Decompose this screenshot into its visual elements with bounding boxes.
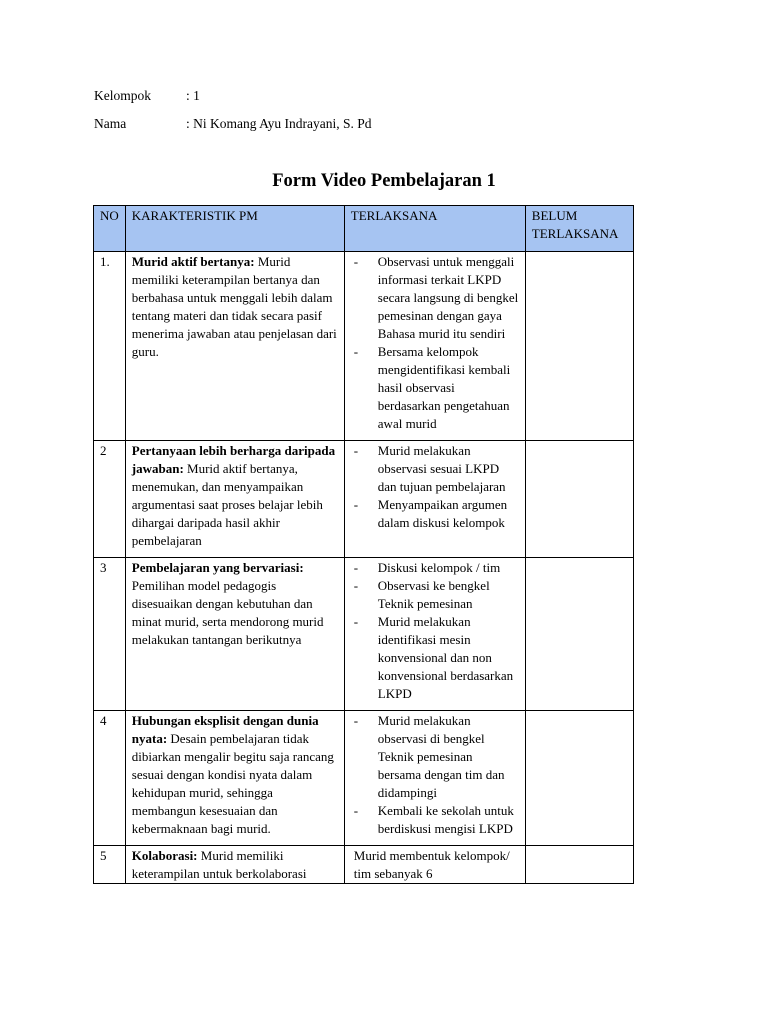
kelompok-value: : 1 (186, 88, 200, 103)
karakteristik-title: Hubungan eksplisit dengan dunia nyata: (131, 713, 319, 746)
header-terlaksana: TERLAKSANA (344, 206, 525, 252)
list-item: - Diskusi kelompok / tim (351, 559, 519, 577)
nama-label: Nama (94, 116, 127, 131)
terlaksana-cell (344, 846, 525, 884)
header-belum-terlaksana: BELUM TERLAKSANA (525, 206, 633, 252)
terlaksana-cell (344, 252, 525, 441)
list-item: - Kembali ke sekolah untuk berdiskusi mengisi LKPD (351, 802, 519, 838)
list-item: - Murid melakukan observasi sesuai LKPD dan tujuan pembelajaran (351, 442, 519, 496)
nama-value: : Ni Komang Ayu Indrayani, S. Pd (186, 116, 372, 131)
belum-terlaksana-cell (525, 846, 633, 884)
row-number: 4 (94, 711, 126, 846)
list-item: - Murid melakukan identifikasi mesin konvensional dan non konvensional berdasarkan LKPD (351, 613, 519, 703)
table-row (94, 252, 634, 441)
list-item: - Observasi untuk menggali informasi terkait LKPD secara langsung di bengkel pemesinan dengan gaya Bahasa murid itu sendiri (351, 253, 519, 343)
terlaksana-text: Murid membentuk kelompok/ tim sebanyak 6 (353, 848, 510, 881)
belum-terlaksana-cell (525, 441, 633, 558)
karakteristik-desc: Murid memiliki keterampilan untuk berkolaborasi (131, 848, 307, 881)
list-item: - Menyampaikan argumen dalam diskusi kelompok (351, 496, 519, 532)
terlaksana-list (351, 712, 519, 838)
table-row (94, 711, 634, 846)
karakteristik-desc: Desain pembelajaran tidak dibiarkan mengalir begitu saja rancang sesuai dengan kondisi nyata dalam kehidupan murid, sehingga membangun kesesuaian dan kebermaknaan bagi murid. (131, 731, 334, 836)
kelompok-label: Kelompok (94, 88, 151, 103)
karakteristik-cell (125, 846, 344, 884)
belum-terlaksana-cell (525, 711, 633, 846)
row-number: 1. (94, 252, 126, 441)
belum-terlaksana-cell (525, 558, 633, 711)
list-item: - Murid melakukan observasi di bengkel Teknik pemesinan bersama dengan tim dan didampingi (351, 712, 519, 802)
terlaksana-list (351, 253, 519, 433)
belum-terlaksana-cell (525, 252, 633, 441)
karakteristik-desc: Murid memiliki keterampilan bertanya dan berbahasa untuk menggali lebih dalam tentang materi dan tidak secara pasif menerima jawaban atau penjelasan dari guru. (131, 254, 337, 359)
table-row (94, 846, 634, 884)
karakteristik-desc: Murid aktif bertanya, menemukan, dan menyampaikan argumentasi saat proses belajar lebih dihargai daripada hasil akhir pembelajaran (131, 461, 323, 548)
terlaksana-cell (344, 711, 525, 846)
header-karakteristik: KARAKTERISTIK PM (125, 206, 344, 252)
terlaksana-cell (344, 558, 525, 711)
table-header-row (94, 206, 634, 252)
row-number: 5 (94, 846, 126, 884)
karakteristik-cell (125, 558, 344, 711)
row-number: 2 (94, 441, 126, 558)
karakteristik-cell (125, 252, 344, 441)
karakteristik-cell (125, 711, 344, 846)
karakteristik-title: Kolaborasi: (131, 848, 198, 863)
karakteristik-title: Pertanyaan lebih berharga daripada jawaban: (131, 443, 336, 476)
meta-kelompok (94, 88, 200, 104)
list-item: - Bersama kelompok mengidentifikasi kembali hasil observasi berdasarkan pengetahuan awal murid (351, 343, 519, 433)
header-no: NO (94, 206, 126, 252)
observation-table (93, 205, 634, 884)
karakteristik-title: Pembelajaran yang bervariasi: (131, 560, 304, 575)
karakteristik-cell (125, 441, 344, 558)
document-title: Form Video Pembelajaran 1 (272, 171, 496, 191)
list-item: - Observasi ke bengkel Teknik pemesinan (351, 577, 519, 613)
terlaksana-cell (344, 441, 525, 558)
terlaksana-list (351, 559, 519, 703)
table-row (94, 441, 634, 558)
meta-nama (94, 116, 372, 132)
terlaksana-list (351, 442, 519, 532)
row-number: 3 (94, 558, 126, 711)
karakteristik-title: Murid aktif bertanya: (131, 254, 255, 269)
karakteristik-desc: Pemilihan model pedagogis disesuaikan dengan kebutuhan dan minat murid, serta mendorong murid melakukan tantangan berikutnya (131, 578, 324, 647)
table-row (94, 558, 634, 711)
